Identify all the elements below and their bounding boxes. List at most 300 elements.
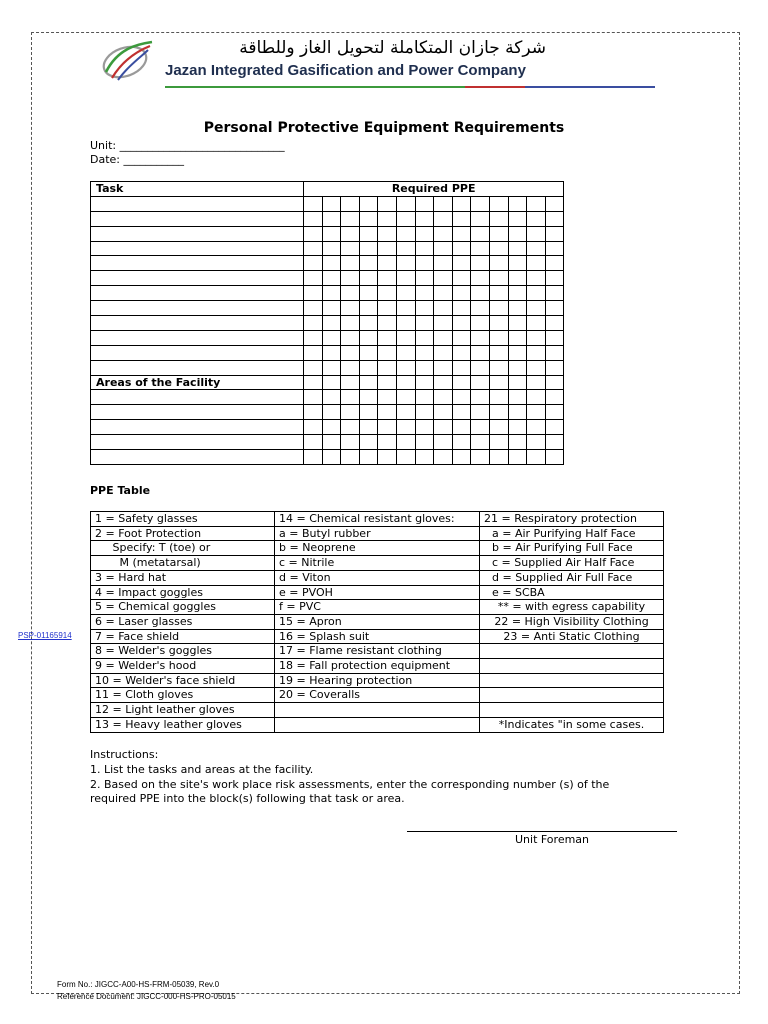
task-header: Task xyxy=(91,182,304,197)
ppe-cell[interactable] xyxy=(322,211,341,226)
ppe-cell[interactable] xyxy=(341,211,360,226)
ppe-cell[interactable] xyxy=(378,450,397,465)
ppe-cell[interactable] xyxy=(489,316,508,331)
ppe-table-cell: ** = with egress capability xyxy=(480,600,664,615)
ppe-cell[interactable] xyxy=(322,256,341,271)
ppe-table-cell: 11 = Cloth gloves xyxy=(91,688,275,703)
unit-field[interactable]: Unit: ______________________________ xyxy=(90,139,285,152)
ppe-cell[interactable] xyxy=(322,360,341,375)
ppe-cell[interactable] xyxy=(508,360,527,375)
ppe-cell[interactable] xyxy=(471,271,490,286)
ppe-cell[interactable] xyxy=(545,196,564,211)
ppe-cell[interactable] xyxy=(452,316,471,331)
ppe-cell[interactable] xyxy=(359,211,378,226)
ppe-cell[interactable] xyxy=(415,420,434,435)
ppe-cell[interactable] xyxy=(415,271,434,286)
grid-row xyxy=(91,390,564,405)
ppe-cell[interactable] xyxy=(508,405,527,420)
ppe-cell[interactable] xyxy=(508,256,527,271)
task-cell[interactable] xyxy=(91,330,304,345)
ppe-cell[interactable] xyxy=(545,345,564,360)
ppe-cell[interactable] xyxy=(527,420,546,435)
ppe-table-cell: b = Neoprene xyxy=(275,541,480,556)
ppe-cell[interactable] xyxy=(527,286,546,301)
ppe-cell[interactable] xyxy=(341,390,360,405)
task-cell[interactable] xyxy=(91,301,304,316)
grid-row xyxy=(91,286,564,301)
ppe-cell[interactable] xyxy=(322,420,341,435)
ppe-cell[interactable] xyxy=(489,405,508,420)
ppe-cell[interactable] xyxy=(359,256,378,271)
ppe-cell[interactable] xyxy=(471,330,490,345)
ppe-cell[interactable] xyxy=(508,316,527,331)
ppe-cell[interactable] xyxy=(415,435,434,450)
ppe-cell[interactable] xyxy=(359,420,378,435)
ppe-cell[interactable] xyxy=(396,405,415,420)
ppe-cell[interactable] xyxy=(452,360,471,375)
ppe-cell[interactable] xyxy=(471,301,490,316)
ppe-cell[interactable] xyxy=(378,271,397,286)
ppe-cell[interactable] xyxy=(341,450,360,465)
ppe-cell[interactable] xyxy=(378,211,397,226)
task-cell[interactable] xyxy=(91,241,304,256)
ppe-cell[interactable] xyxy=(489,241,508,256)
ppe-cell[interactable] xyxy=(322,330,341,345)
ppe-cell[interactable] xyxy=(304,316,323,331)
ppe-cell[interactable] xyxy=(545,360,564,375)
ppe-cell[interactable] xyxy=(452,450,471,465)
ppe-cell[interactable] xyxy=(471,405,490,420)
ppe-cell[interactable] xyxy=(396,450,415,465)
ppe-cell[interactable] xyxy=(415,405,434,420)
ppe-cell[interactable] xyxy=(359,405,378,420)
ppe-cell[interactable] xyxy=(322,405,341,420)
ppe-cell[interactable] xyxy=(434,360,453,375)
ppe-cell[interactable] xyxy=(545,390,564,405)
ppe-cell[interactable] xyxy=(471,420,490,435)
ppe-cell[interactable] xyxy=(396,256,415,271)
ppe-cell[interactable] xyxy=(508,435,527,450)
ppe-cell[interactable] xyxy=(304,241,323,256)
ppe-cell[interactable] xyxy=(527,390,546,405)
ppe-cell[interactable] xyxy=(527,271,546,286)
ppe-cell[interactable] xyxy=(434,330,453,345)
side-link[interactable]: PSP-01165914 xyxy=(18,631,72,640)
ppe-cell[interactable] xyxy=(452,405,471,420)
ppe-cell[interactable] xyxy=(471,196,490,211)
ppe-cell[interactable] xyxy=(527,301,546,316)
ppe-cell[interactable] xyxy=(527,211,546,226)
ppe-cell[interactable] xyxy=(471,286,490,301)
ppe-cell[interactable] xyxy=(378,241,397,256)
ppe-cell[interactable] xyxy=(489,345,508,360)
instruction-line: 1. List the tasks and areas at the facility. xyxy=(90,762,314,776)
ppe-cell[interactable] xyxy=(304,211,323,226)
ppe-cell[interactable] xyxy=(359,375,378,390)
ppe-cell[interactable] xyxy=(545,211,564,226)
ppe-cell[interactable] xyxy=(545,330,564,345)
ppe-cell[interactable] xyxy=(527,405,546,420)
ppe-cell[interactable] xyxy=(489,211,508,226)
ppe-table-cell: *Indicates "in some cases. xyxy=(480,717,664,732)
ppe-cell[interactable] xyxy=(415,390,434,405)
ppe-cell[interactable] xyxy=(415,196,434,211)
ppe-cell[interactable] xyxy=(545,405,564,420)
ppe-cell[interactable] xyxy=(322,241,341,256)
task-cell[interactable] xyxy=(91,211,304,226)
grid-row xyxy=(91,241,564,256)
ppe-cell[interactable] xyxy=(545,241,564,256)
ppe-cell[interactable] xyxy=(396,316,415,331)
ppe-cell[interactable] xyxy=(415,256,434,271)
ppe-cell[interactable] xyxy=(415,375,434,390)
ppe-cell[interactable] xyxy=(527,435,546,450)
date-field[interactable]: Date: ___________ xyxy=(90,153,184,166)
ppe-cell[interactable] xyxy=(396,301,415,316)
company-name-english: Jazan Integrated Gasification and Power Company xyxy=(165,62,526,79)
ppe-cell[interactable] xyxy=(359,316,378,331)
ppe-cell[interactable] xyxy=(452,256,471,271)
ppe-cell[interactable] xyxy=(545,450,564,465)
grid-row xyxy=(91,211,564,226)
ppe-cell[interactable] xyxy=(508,226,527,241)
ppe-cell[interactable] xyxy=(471,435,490,450)
ppe-cell[interactable] xyxy=(378,301,397,316)
ppe-cell[interactable] xyxy=(359,271,378,286)
ppe-cell[interactable] xyxy=(471,360,490,375)
ppe-cell[interactable] xyxy=(471,316,490,331)
ppe-cell[interactable] xyxy=(304,345,323,360)
ppe-cell[interactable] xyxy=(434,226,453,241)
ppe-cell[interactable] xyxy=(322,450,341,465)
ppe-table-cell: 8 = Welder's goggles xyxy=(91,644,275,659)
ppe-cell[interactable] xyxy=(415,345,434,360)
ppe-cell[interactable] xyxy=(378,286,397,301)
ppe-cell[interactable] xyxy=(304,286,323,301)
ppe-cell[interactable] xyxy=(452,226,471,241)
ppe-table-cell: a = Air Purifying Half Face xyxy=(480,526,664,541)
ppe-cell[interactable] xyxy=(396,345,415,360)
ppe-cell[interactable] xyxy=(378,345,397,360)
ppe-cell[interactable] xyxy=(304,390,323,405)
grid-row xyxy=(91,420,564,435)
ppe-cell[interactable] xyxy=(396,360,415,375)
ppe-cell[interactable] xyxy=(378,405,397,420)
ppe-cell[interactable] xyxy=(489,330,508,345)
ppe-cell[interactable] xyxy=(341,375,360,390)
ppe-cell[interactable] xyxy=(545,256,564,271)
ppe-cell[interactable] xyxy=(489,286,508,301)
ppe-cell[interactable] xyxy=(341,420,360,435)
ppe-cell[interactable] xyxy=(489,450,508,465)
ppe-cell[interactable] xyxy=(508,211,527,226)
ppe-cell[interactable] xyxy=(378,226,397,241)
task-cell[interactable] xyxy=(91,405,304,420)
ppe-cell[interactable] xyxy=(322,301,341,316)
ppe-cell[interactable] xyxy=(322,286,341,301)
grid-row xyxy=(91,405,564,420)
ppe-cell[interactable] xyxy=(359,241,378,256)
ppe-cell[interactable] xyxy=(378,360,397,375)
ppe-cell[interactable] xyxy=(304,301,323,316)
ppe-cell[interactable] xyxy=(527,241,546,256)
ppe-cell[interactable] xyxy=(527,375,546,390)
ppe-cell[interactable] xyxy=(452,271,471,286)
ppe-cell[interactable] xyxy=(415,226,434,241)
ppe-cell[interactable] xyxy=(545,316,564,331)
ppe-cell[interactable] xyxy=(322,390,341,405)
ppe-cell[interactable] xyxy=(359,330,378,345)
ppe-cell[interactable] xyxy=(508,420,527,435)
ppe-cell[interactable] xyxy=(508,196,527,211)
ppe-cell[interactable] xyxy=(304,435,323,450)
ppe-cell[interactable] xyxy=(434,286,453,301)
task-cell[interactable] xyxy=(91,450,304,465)
ppe-cell[interactable] xyxy=(304,256,323,271)
ppe-cell[interactable] xyxy=(489,256,508,271)
ppe-cell[interactable] xyxy=(378,435,397,450)
grid-row xyxy=(91,330,564,345)
ppe-cell[interactable] xyxy=(527,450,546,465)
ppe-cell[interactable] xyxy=(489,271,508,286)
ppe-cell[interactable] xyxy=(396,420,415,435)
instructions-heading: Instructions: xyxy=(90,748,159,761)
ppe-cell[interactable] xyxy=(359,301,378,316)
ppe-cell[interactable] xyxy=(378,390,397,405)
task-cell[interactable] xyxy=(91,316,304,331)
ppe-cell[interactable] xyxy=(359,450,378,465)
task-cell[interactable] xyxy=(91,345,304,360)
ppe-cell[interactable] xyxy=(304,226,323,241)
ppe-table-cell: a = Butyl rubber xyxy=(275,526,480,541)
task-cell[interactable] xyxy=(91,435,304,450)
ppe-cell[interactable] xyxy=(452,375,471,390)
ppe-cell[interactable] xyxy=(341,360,360,375)
ppe-cell[interactable] xyxy=(527,330,546,345)
ppe-cell[interactable] xyxy=(396,211,415,226)
ppe-cell[interactable] xyxy=(471,256,490,271)
ppe-cell[interactable] xyxy=(452,345,471,360)
ppe-cell[interactable] xyxy=(322,271,341,286)
task-cell[interactable] xyxy=(91,390,304,405)
ppe-cell[interactable] xyxy=(545,420,564,435)
ppe-cell[interactable] xyxy=(415,301,434,316)
ppe-cell[interactable] xyxy=(452,420,471,435)
ppe-cell[interactable] xyxy=(471,375,490,390)
ppe-cell[interactable] xyxy=(508,450,527,465)
ppe-cell[interactable] xyxy=(527,316,546,331)
ppe-table xyxy=(90,511,664,733)
ppe-cell[interactable] xyxy=(322,196,341,211)
signature-line[interactable] xyxy=(407,831,677,832)
ppe-cell[interactable] xyxy=(304,450,323,465)
ppe-cell[interactable] xyxy=(471,390,490,405)
ppe-cell[interactable] xyxy=(527,360,546,375)
ppe-cell[interactable] xyxy=(452,241,471,256)
ppe-cell[interactable] xyxy=(434,345,453,360)
ppe-cell[interactable] xyxy=(545,271,564,286)
ppe-cell[interactable] xyxy=(434,420,453,435)
grid-row xyxy=(91,360,564,375)
ppe-cell[interactable] xyxy=(396,226,415,241)
ppe-cell[interactable] xyxy=(452,211,471,226)
ppe-cell[interactable] xyxy=(508,241,527,256)
ppe-cell[interactable] xyxy=(471,211,490,226)
ppe-table-cell: 1 = Safety glasses xyxy=(91,512,275,527)
ppe-cell[interactable] xyxy=(434,211,453,226)
ppe-cell[interactable] xyxy=(434,435,453,450)
ppe-cell[interactable] xyxy=(359,360,378,375)
ppe-cell[interactable] xyxy=(322,345,341,360)
ppe-cell[interactable] xyxy=(341,405,360,420)
ppe-cell[interactable] xyxy=(359,345,378,360)
ppe-cell[interactable] xyxy=(304,360,323,375)
ppe-cell[interactable] xyxy=(304,420,323,435)
ppe-cell[interactable] xyxy=(322,375,341,390)
task-cell[interactable] xyxy=(91,256,304,271)
ppe-cell[interactable] xyxy=(471,450,490,465)
ppe-table-row xyxy=(91,644,664,659)
ppe-cell[interactable] xyxy=(415,211,434,226)
ppe-cell[interactable] xyxy=(415,330,434,345)
ppe-cell[interactable] xyxy=(359,196,378,211)
ppe-cell[interactable] xyxy=(304,271,323,286)
ppe-cell[interactable] xyxy=(527,226,546,241)
ppe-cell[interactable] xyxy=(508,345,527,360)
ppe-cell[interactable] xyxy=(434,271,453,286)
ppe-cell[interactable] xyxy=(341,196,360,211)
ppe-cell[interactable] xyxy=(396,390,415,405)
ppe-cell[interactable] xyxy=(396,330,415,345)
ppe-cell[interactable] xyxy=(322,226,341,241)
ppe-cell[interactable] xyxy=(378,420,397,435)
ppe-cell[interactable] xyxy=(341,226,360,241)
task-cell[interactable] xyxy=(91,286,304,301)
ppe-cell[interactable] xyxy=(489,360,508,375)
ppe-cell[interactable] xyxy=(341,316,360,331)
task-cell[interactable] xyxy=(91,196,304,211)
ppe-cell[interactable] xyxy=(415,241,434,256)
ppe-cell[interactable] xyxy=(434,196,453,211)
ppe-table-row xyxy=(91,541,664,556)
ppe-cell[interactable] xyxy=(341,271,360,286)
ppe-cell[interactable] xyxy=(452,301,471,316)
ppe-cell[interactable] xyxy=(415,360,434,375)
ppe-cell[interactable] xyxy=(434,301,453,316)
ppe-cell[interactable] xyxy=(508,330,527,345)
ppe-cell[interactable] xyxy=(452,196,471,211)
ppe-cell[interactable] xyxy=(508,375,527,390)
ppe-cell[interactable] xyxy=(341,301,360,316)
ppe-cell[interactable] xyxy=(341,435,360,450)
ppe-cell[interactable] xyxy=(508,271,527,286)
ppe-table-cell: 10 = Welder's face shield xyxy=(91,673,275,688)
ppe-cell[interactable] xyxy=(434,450,453,465)
ppe-cell[interactable] xyxy=(359,226,378,241)
ppe-cell[interactable] xyxy=(452,390,471,405)
ppe-cell[interactable] xyxy=(489,226,508,241)
ppe-cell[interactable] xyxy=(396,241,415,256)
ppe-cell[interactable] xyxy=(378,330,397,345)
ppe-cell[interactable] xyxy=(396,435,415,450)
task-cell[interactable] xyxy=(91,226,304,241)
ppe-cell[interactable] xyxy=(508,301,527,316)
ppe-cell[interactable] xyxy=(341,286,360,301)
ppe-cell[interactable] xyxy=(359,286,378,301)
ppe-cell[interactable] xyxy=(378,196,397,211)
task-cell[interactable] xyxy=(91,420,304,435)
ppe-table-cell: Specify: T (toe) or xyxy=(91,541,275,556)
ppe-cell[interactable] xyxy=(452,435,471,450)
ppe-cell[interactable] xyxy=(452,286,471,301)
ppe-cell[interactable] xyxy=(527,196,546,211)
ppe-cell[interactable] xyxy=(304,330,323,345)
ppe-cell[interactable] xyxy=(396,375,415,390)
ppe-cell[interactable] xyxy=(396,286,415,301)
ppe-cell[interactable] xyxy=(304,405,323,420)
ppe-cell[interactable] xyxy=(527,256,546,271)
ppe-cell[interactable] xyxy=(378,316,397,331)
ppe-cell[interactable] xyxy=(452,330,471,345)
ppe-cell[interactable] xyxy=(471,241,490,256)
ppe-table-cell: 21 = Respiratory protection xyxy=(480,512,664,527)
ppe-cell[interactable] xyxy=(378,375,397,390)
ppe-cell[interactable] xyxy=(341,345,360,360)
ppe-cell[interactable] xyxy=(322,316,341,331)
ppe-cell[interactable] xyxy=(322,435,341,450)
ppe-cell[interactable] xyxy=(415,450,434,465)
ppe-cell[interactable] xyxy=(508,286,527,301)
ppe-cell[interactable] xyxy=(545,435,564,450)
ppe-cell[interactable] xyxy=(471,345,490,360)
ppe-cell[interactable] xyxy=(489,420,508,435)
ppe-cell[interactable] xyxy=(545,226,564,241)
ppe-cell[interactable] xyxy=(359,435,378,450)
ppe-cell[interactable] xyxy=(341,256,360,271)
ppe-cell[interactable] xyxy=(341,330,360,345)
ppe-cell[interactable] xyxy=(508,390,527,405)
ppe-cell[interactable] xyxy=(545,286,564,301)
task-cell[interactable] xyxy=(91,271,304,286)
ppe-cell[interactable] xyxy=(489,390,508,405)
grid-row xyxy=(91,182,564,197)
ppe-cell[interactable] xyxy=(396,271,415,286)
ppe-cell[interactable] xyxy=(489,196,508,211)
ppe-cell[interactable] xyxy=(434,316,453,331)
ppe-cell[interactable] xyxy=(434,405,453,420)
ppe-cell[interactable] xyxy=(434,375,453,390)
ppe-cell[interactable] xyxy=(415,286,434,301)
task-cell[interactable] xyxy=(91,360,304,375)
ppe-cell[interactable] xyxy=(471,226,490,241)
ppe-cell[interactable] xyxy=(489,375,508,390)
ppe-cell[interactable] xyxy=(396,196,415,211)
ppe-cell[interactable] xyxy=(434,256,453,271)
ppe-cell[interactable] xyxy=(545,301,564,316)
ppe-cell[interactable] xyxy=(304,375,323,390)
ppe-cell[interactable] xyxy=(434,241,453,256)
ppe-cell[interactable] xyxy=(545,375,564,390)
ppe-cell[interactable] xyxy=(489,435,508,450)
ppe-cell[interactable] xyxy=(341,241,360,256)
ppe-cell[interactable] xyxy=(304,196,323,211)
ppe-cell[interactable] xyxy=(527,345,546,360)
ppe-cell[interactable] xyxy=(378,256,397,271)
ppe-cell[interactable] xyxy=(434,390,453,405)
ppe-cell[interactable] xyxy=(415,316,434,331)
ppe-cell[interactable] xyxy=(359,390,378,405)
ppe-cell[interactable] xyxy=(489,301,508,316)
